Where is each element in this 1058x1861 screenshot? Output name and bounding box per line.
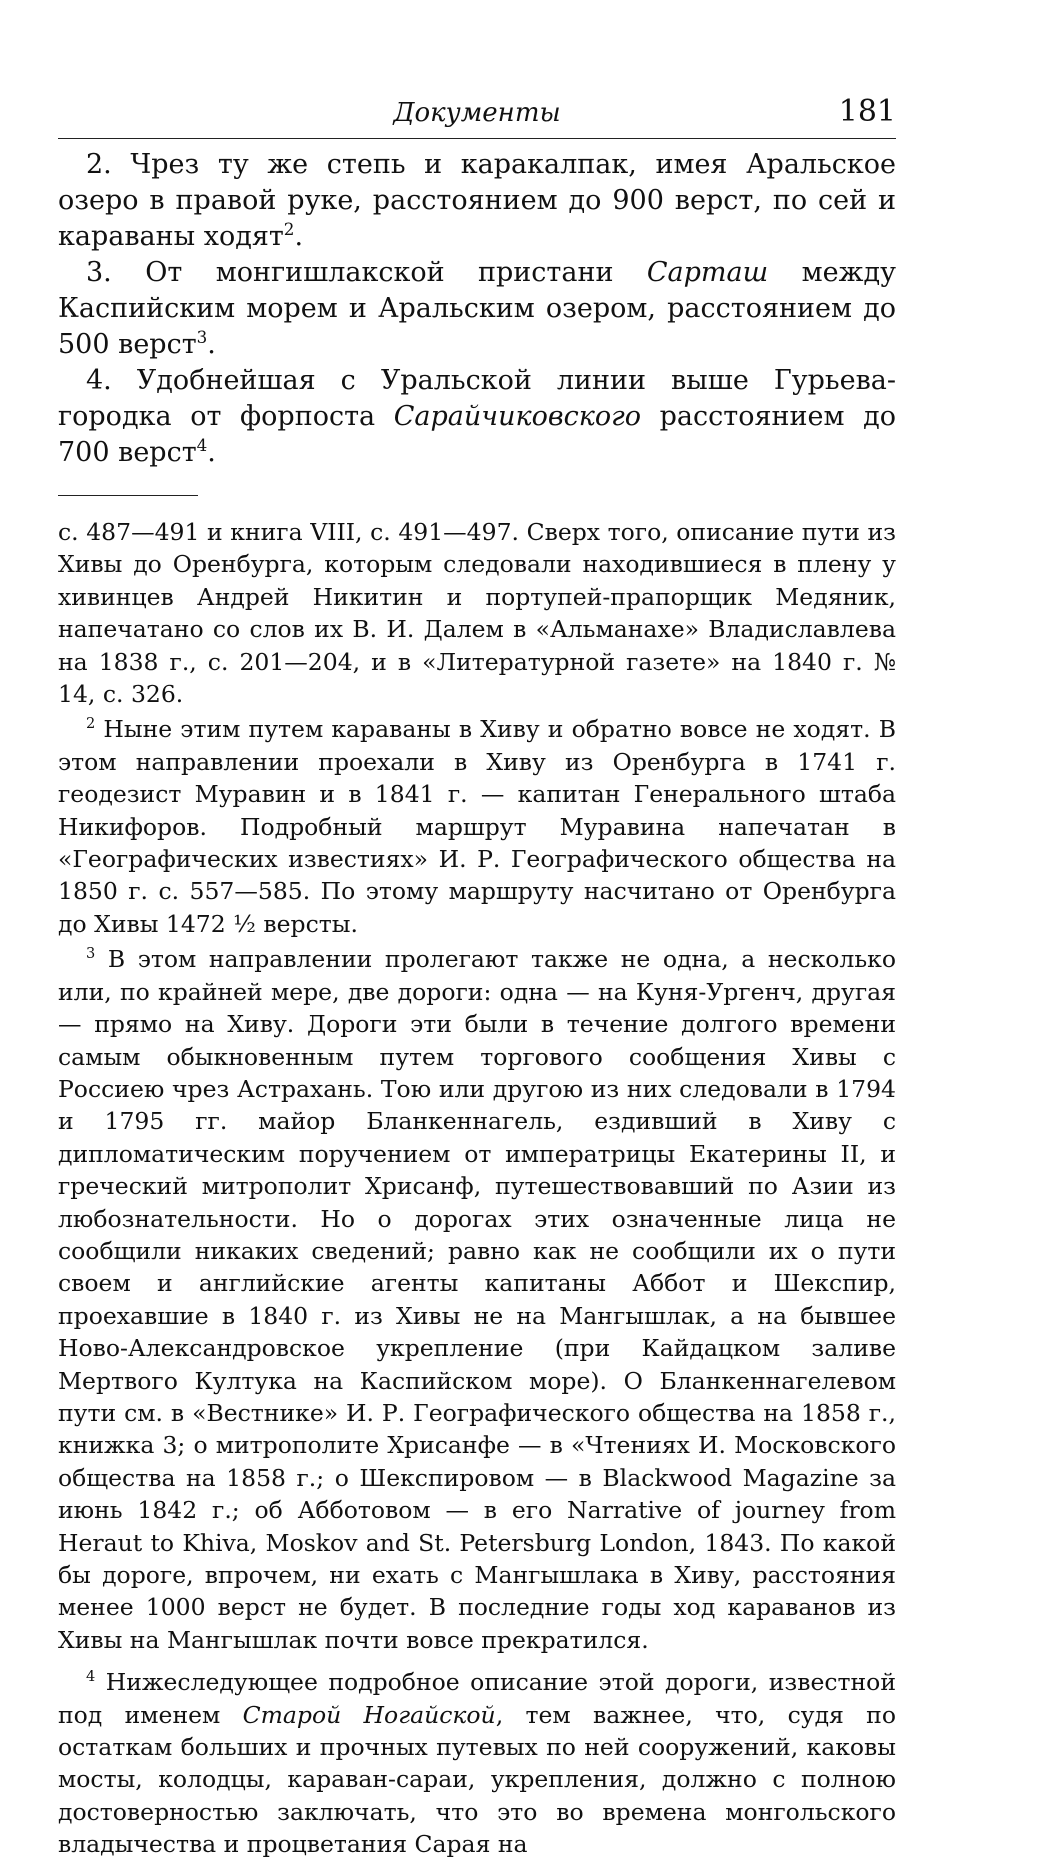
book-page xyxy=(58,92,896,1861)
footnote-3: $^3$ В этом направлении пролегают также не одна, а несколько или, по крайней мере, две дороги: одна — на Куня-Ургенч, другая — прямо на Хиву. Дороги эти были в течение долгого времени самым обыкновенным путем торгового сообщения Хивы с Россиею чрез Астрахань. Тою или другою из них следовали в 1794 и 1795 гг. майор Бланкеннагель, ездивший в Хиву с дипломатическим поручением от императрицы Екатерины II, и греческий митрополит Хрисанф, путешествовавший по Азии из любознательности. Но о дорогах этих означенные лица не сообщили никаких сведений; равно как не сообщили их о пути своем и английские агенты капитаны Аббот и Шекспир, проехавшие в 1840 г. из Хивы не на Мангышлак, а на бывшее Ново-Александровское укрепление (при Кайдацком заливе Мертвого Култука на Каспийском море). О Бланкеннагелевом пути см. в «Вестнике» И. Р. Географического общества на 1858 г., книжка 3; о митрополите Хрисанфе — в «Чтениях И. Московского общества на 1858 г.; о Шекспировом — в Blackwood Magazine за июнь 1842 г.; об Абботовом — в его Narrative of journey from Heraut to Khiva, Moskov and St. Petersburg London, 1843. По какой бы дороге, впрочем, ни ехать с Мангышлака в Хиву, расстояния менее 1000 верст не будет. В последние годы ход караванов из Хивы на Мангышлак почти вовсе прекратился. xyxy=(58,945,896,1654)
road-name-italic: Старой Ногайской xyxy=(242,1700,496,1729)
footnote-4: $^4$ Нижеследующее подробное описание этой дороги, известной под именем Старой Ногайской, тем важнее, что, судя по остаткам больших и прочных путевых по ней сооружений, каковы мосты, колодцы, караван-сараи, укрепления, должно с полною достоверностью заключать, что это во времена монгольского владычества и процветания Сарая на xyxy=(58,1668,896,1859)
footnotes xyxy=(58,516,896,1861)
footnote-ref-2: 2 xyxy=(283,219,295,239)
footnote-2: $^2$ Ныне этим путем караваны в Хиву и обратно вовсе не ходят. В этом направлении проехали в Хиву из Оренбурга в 1741 г. геодезист Муравин и в 1841 г. — капитан Генерального штаба Никифоров. Подробный маршрут Муравина напечатан в «Географических известиях» И. Р. Географического общества на 1850 г. с. 557—585. По этому маршруту насчитано от Оренбурга до Хивы 1472 ½ версты. xyxy=(58,715,896,938)
footnote-marker: 2 xyxy=(86,715,96,733)
route-paragraph-4: 4. Удобнейшая с Уральской линии выше Гурьева-городка от форпоста Сарайчиковского расстоянием до 700 верст$^4$. xyxy=(58,365,896,468)
footnote-divider xyxy=(58,495,198,496)
route-paragraph-3: 3. От монгишлакской пристани Сарташ между Каспийским морем и Аральским озером, расстоянием до 500 верст$^3$. xyxy=(58,257,896,360)
running-title: Документы xyxy=(393,98,561,128)
footnote-ref-3: 3 xyxy=(196,327,208,347)
place-name-italic: Сарайчиковского xyxy=(393,401,641,432)
route-paragraph-2: 2. Чрез ту же степь и каракалпак, имея Аральское озеро в правой руке, расстоянием до 900 верст, по сей и караваны ходят$^2$. xyxy=(58,149,896,252)
page-number: 181 xyxy=(838,94,896,129)
running-header xyxy=(58,92,896,139)
footnote-marker: 3 xyxy=(86,945,96,963)
footnote-continuation: с. 487—491 и книга VIII, с. 491—497. Сверх того, описание пути из Хивы до Оренбурга, которым следовали находившиеся в плену у хивинцев Андрей Никитин и портупей-прапорщик Медяник, напечатано со слов их В. И. Далем в «Альманахе» Владиславлева на 1838 г., с. 201—204, и в «Литературной газете» на 1840 г. № 14, с. 326. xyxy=(58,518,896,709)
place-name-italic: Сарташ xyxy=(646,257,769,288)
main-text xyxy=(58,147,896,471)
footnote-ref-4: 4 xyxy=(196,435,208,455)
footnote-marker: 4 xyxy=(86,1668,96,1686)
